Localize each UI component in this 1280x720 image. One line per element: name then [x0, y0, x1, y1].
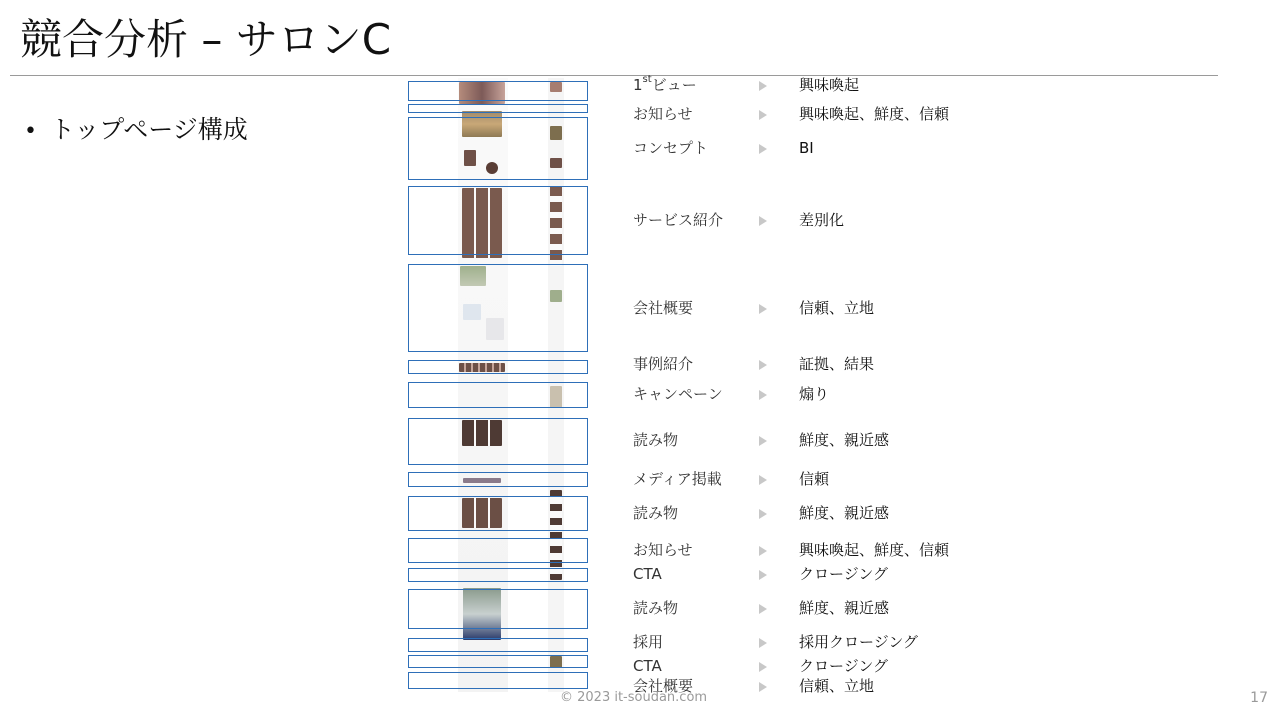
section-name: 会社概要	[633, 299, 694, 317]
section-purpose: 採用クロージング	[799, 633, 919, 651]
section-box-cta	[408, 568, 588, 582]
page-thumbnail	[408, 78, 592, 692]
copyright-footer: © 2023 it-soudan.com	[560, 690, 708, 705]
arrow-right-icon	[759, 216, 767, 226]
section-name: メディア掲載	[633, 470, 722, 488]
arrow-right-icon	[759, 604, 767, 614]
section-purpose: 信頼、立地	[799, 299, 875, 317]
section-name: 会社概要	[633, 677, 694, 695]
section-box-campaign	[408, 382, 588, 408]
arrow-right-icon	[759, 390, 767, 400]
section-name: 事例紹介	[633, 355, 694, 373]
bullet-item	[24, 114, 248, 148]
section-name: キャンペーン	[633, 385, 723, 403]
section-purpose: 煽り	[799, 385, 830, 403]
section-box-reading	[408, 418, 588, 465]
section-box-company	[408, 264, 588, 352]
section-box-reading	[408, 496, 588, 531]
arrow-right-icon	[759, 682, 767, 692]
section-name: CTA	[633, 565, 662, 583]
slide-title: 競合分析 – サロンC	[20, 15, 392, 64]
section-name: サービス紹介	[633, 211, 724, 229]
section-purpose: 鮮度、親近感	[799, 431, 890, 449]
section-box-first-view	[408, 81, 588, 101]
section-box-cases	[408, 360, 588, 374]
section-purpose: 鮮度、親近感	[799, 599, 890, 617]
arrow-right-icon	[759, 475, 767, 485]
section-purpose: 差別化	[799, 211, 845, 229]
arrow-right-icon	[759, 144, 767, 154]
section-name: 読み物	[633, 431, 679, 449]
section-purpose: BI	[799, 139, 814, 157]
section-purpose: 証拠、結果	[799, 355, 875, 373]
arrow-right-icon	[759, 304, 767, 314]
arrow-right-icon	[759, 110, 767, 120]
page-number: 17	[1250, 690, 1268, 706]
section-box-news	[408, 104, 588, 113]
section-box-service	[408, 186, 588, 255]
bullet-text: トップページ構成	[50, 115, 248, 144]
arrow-right-icon	[759, 436, 767, 446]
section-purpose: 興味喚起、鮮度、信頼	[799, 105, 950, 123]
section-name: お知らせ	[633, 105, 693, 123]
section-box-concept	[408, 117, 588, 180]
section-box-company	[408, 672, 588, 689]
section-purpose: 興味喚起	[799, 76, 860, 94]
section-name: 読み物	[633, 504, 679, 522]
section-name: 1stビュー	[633, 74, 697, 94]
section-box-news	[408, 538, 588, 563]
arrow-right-icon	[759, 546, 767, 556]
section-name: 採用	[633, 633, 664, 651]
arrow-right-icon	[759, 570, 767, 580]
section-box-cta	[408, 655, 588, 668]
section-purpose: クロージング	[799, 565, 889, 583]
arrow-right-icon	[759, 638, 767, 648]
arrow-right-icon	[759, 81, 767, 91]
section-name: お知らせ	[633, 541, 693, 559]
bullet-dot-icon: •	[24, 119, 37, 144]
section-box-reading	[408, 589, 588, 629]
section-name: 読み物	[633, 599, 679, 617]
section-box-recruit	[408, 638, 588, 652]
section-name: コンセプト	[633, 139, 709, 157]
section-purpose: 興味喚起、鮮度、信頼	[799, 541, 950, 559]
section-name: CTA	[633, 657, 662, 675]
section-box-media	[408, 472, 588, 487]
section-purpose: クロージング	[799, 657, 889, 675]
arrow-right-icon	[759, 509, 767, 519]
arrow-right-icon	[759, 662, 767, 672]
section-purpose: 信頼	[799, 470, 830, 488]
arrow-right-icon	[759, 360, 767, 370]
title-divider	[10, 75, 1218, 76]
section-purpose: 信頼、立地	[799, 677, 875, 695]
section-purpose: 鮮度、親近感	[799, 504, 890, 522]
